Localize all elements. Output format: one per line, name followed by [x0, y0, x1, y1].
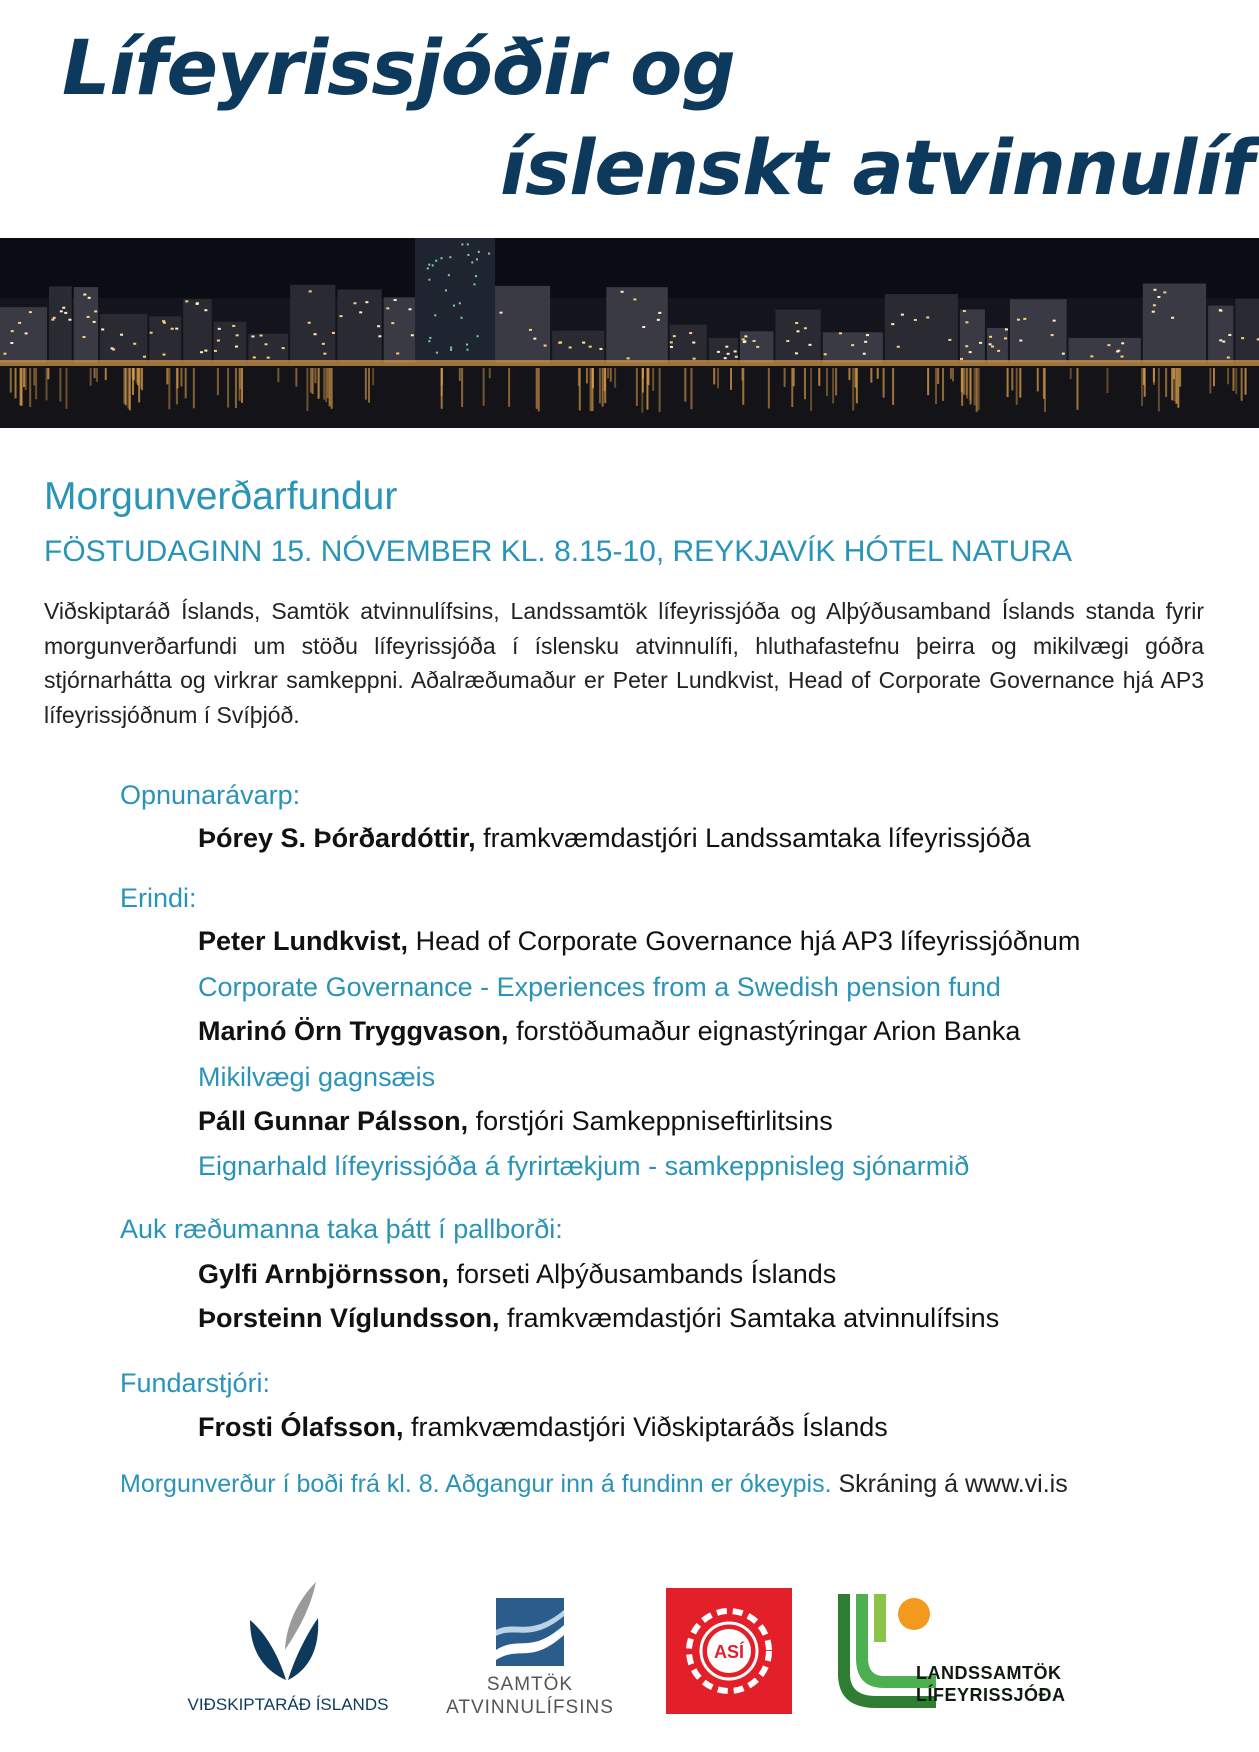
member-role: framkvæmdastjóri Samtaka atvinnulífsins — [499, 1303, 1000, 1333]
speaker-name: Þórey S. Þórðardóttir, — [198, 823, 476, 853]
talks-label: Erindi: — [120, 883, 197, 913]
chair-person — [198, 1412, 888, 1443]
speaker-role: forstöðumaður eignastýringar Arion Banka — [508, 1016, 1021, 1046]
talk-speaker — [198, 1016, 1020, 1047]
sa-logo-line1: SAMTÖK — [486, 1674, 574, 1695]
asi-logo-mark — [666, 1588, 792, 1714]
panel-label: Auk ræðumanna taka þátt í pallborði: — [120, 1214, 563, 1244]
member-name: Gylfi Arnbjörnsson, — [198, 1259, 450, 1289]
opening-label: Opnunarávarp: — [120, 780, 301, 810]
ll-logo-line2: LÍFEYRISSJÓÐA — [916, 1685, 1066, 1705]
ll-logo — [836, 1592, 1096, 1722]
talk-speaker — [198, 926, 1080, 957]
talk-topic: Mikilvægi gagnsæis — [198, 1062, 436, 1092]
speaker-role: forstjóri Samkeppniseftirlitsins — [468, 1106, 833, 1136]
panel-member — [198, 1303, 999, 1334]
ll-logo-line1: LANDSSAMTÖK — [916, 1663, 1062, 1683]
event-date: FÖSTUDAGINN 15. NÓVEMBER KL. 8.15-10, REYKJAVÍK HÓTEL NATURA — [44, 535, 1073, 568]
talk-speaker — [198, 1106, 833, 1137]
sa-logo-line2: ATVINNULÍFSINS — [446, 1697, 614, 1718]
speaker-name: Páll Gunnar Pálsson, — [198, 1106, 469, 1136]
member-role: forseti Alþýðusambands Íslands — [449, 1259, 837, 1289]
talk-topic: Eignarhald lífeyrissjóða á fyrirtækjum - samkeppnisleg sjónarmið — [198, 1151, 970, 1181]
city-skyline-image — [0, 238, 1259, 428]
footer-note — [120, 1470, 1068, 1499]
city-night-banner — [0, 238, 1259, 428]
chair-name: Frosti Ólafsson, — [198, 1412, 404, 1442]
registration-note: Skráning á www.vi.is — [831, 1470, 1068, 1498]
event-type: Morgunverðarfundur — [44, 475, 398, 518]
asi-logo — [666, 1588, 792, 1714]
speaker-name: Peter Lundkvist, — [198, 926, 409, 956]
page-title-line1: Lífeyrissjóðir og — [62, 23, 735, 112]
speaker-name: Marinó Örn Tryggvason, — [198, 1016, 509, 1046]
talk-topic: Corporate Governance - Experiences from a Swedish pension fund — [198, 972, 1001, 1002]
sa-logo-mark — [430, 1580, 630, 1668]
member-name: Þorsteinn Víglundsson, — [198, 1303, 500, 1333]
speaker-role: Head of Corporate Governance hjá AP3 lífeyrissjóðnum — [408, 926, 1081, 956]
sa-logo — [430, 1580, 630, 1719]
asi-logo-text: ASÍ — [713, 1642, 745, 1662]
chair-role: framkvæmdastjóri Viðskiptaráðs Íslands — [403, 1412, 888, 1442]
breakfast-note: Morgunverður í boði frá kl. 8. Aðgangur inn á fundinn er ókeypis. — [120, 1470, 832, 1498]
page-title-line2: íslenskt atvinnulíf — [500, 123, 1254, 212]
opening-speaker — [198, 823, 1031, 854]
speaker-role: framkvæmdastjóri Landssamtaka lífeyrissjóða — [475, 823, 1031, 853]
vi-logo — [168, 1580, 408, 1715]
vi-logo-mark — [168, 1580, 408, 1690]
event-intro: Viðskiptaráð Íslands, Samtök atvinnulífsins, Landssamtök lífeyrissjóða og Alþýðusamband Íslands standa fyrir morgunverðarfundi um stöðu lífeyrissjóða í íslensku atvinnulífi, hluthafastefnu þeirra og mikilvægi góðra stjórnarhátta og virkrar samkeppni. Aðalræðumaður er Peter Lundkvist, Head of Corporate Governance hjá AP3 lífeyrissjóðnum í Svíþjóð. — [44, 598, 1204, 728]
vi-logo-text: VIÐSKIPTARÁÐ ÍSLANDS — [187, 1695, 389, 1714]
panel-member — [198, 1259, 836, 1290]
chair-label: Fundarstjóri: — [120, 1368, 271, 1398]
